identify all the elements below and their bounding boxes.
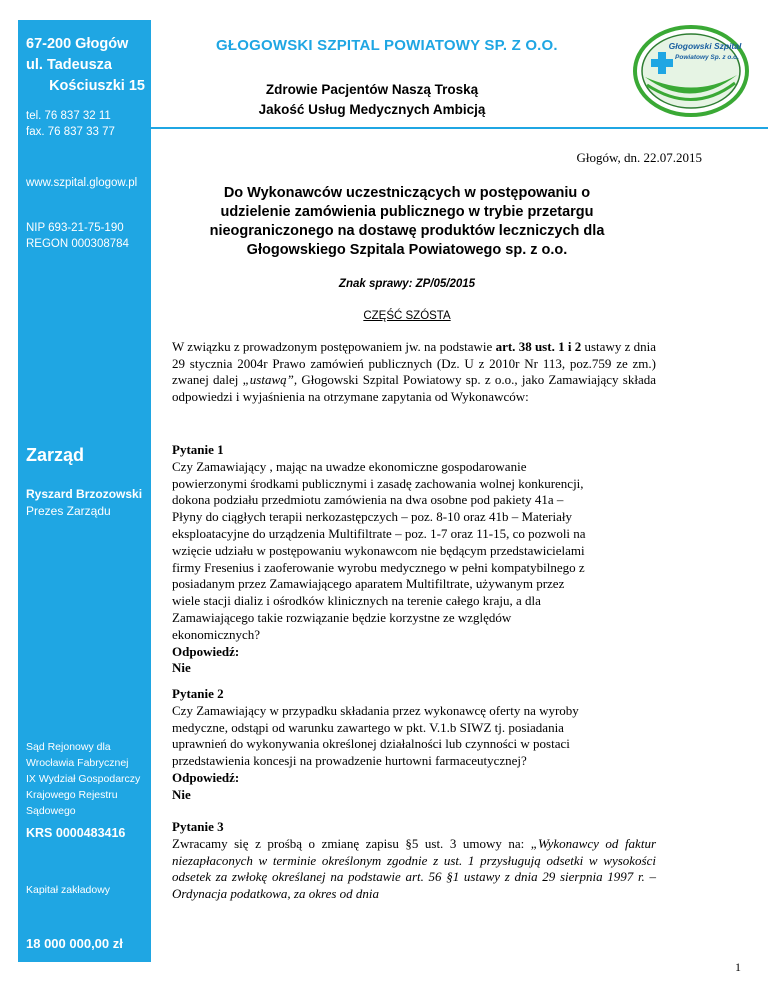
address-line: 67-200 Głogów xyxy=(26,36,129,52)
question-line: Zamawiającego takie rozwiązanie będzie korzystne ze względów xyxy=(172,609,512,625)
capital-value: 18 000 000,00 zł xyxy=(26,936,123,951)
question-line: medyczne, odstąpi od warunku zawartego w pkt. V.1.b SIWZ tj. posiadania xyxy=(172,719,564,735)
title-line: udzielenie zamówienia publicznego w trybie przetargu xyxy=(220,204,594,220)
board-role: Prezes Zarządu xyxy=(26,504,111,518)
address xyxy=(26,34,151,97)
question-line: powierzonymi środkami publicznymi i zasadę zachowania wolnej konkurencji, xyxy=(172,475,584,491)
board-member xyxy=(26,486,142,520)
logo-text-line1: Głogowski Szpital xyxy=(668,41,742,51)
question-heading: Pytanie 3 xyxy=(172,819,224,834)
question-line: dokona podziału przedmiotu zamówienia na dwa osobne pod pakiety 41a – xyxy=(172,492,564,508)
company-name: GŁOGOWSKI SZPITAL POWIATOWY SP. Z O.O. xyxy=(216,37,558,54)
question-heading: Pytanie 1 xyxy=(172,442,224,457)
case-reference: Znak sprawy: ZP/05/2015 xyxy=(338,278,476,290)
question-2 xyxy=(172,686,656,804)
answer-text: Nie xyxy=(172,660,191,676)
capital-label: Kapitał zakładowy xyxy=(26,884,111,896)
contact xyxy=(26,108,115,140)
header-divider xyxy=(151,127,768,129)
question-line: ekonomicznych? xyxy=(172,626,261,642)
question-line: wzięcie udziału w postępowaniu wykonawcom nie będącym przedstawicielami xyxy=(172,542,585,558)
court-line: Krajowego Rejestru xyxy=(26,789,118,801)
tax-ids xyxy=(26,220,129,252)
answer-label: Odpowiedź: xyxy=(172,643,240,659)
intro-paragraph: W związku z prowadzonym postępowaniem jw. na podstawie art. 38 ust. 1 i 2 ustawy z dnia 29 stycznia 2004r Prawo zamówień publicznych (Dz. U z 2010r Nr 113, poz.759 ze zm.) zwanej dalej „ustawą”, Głogowski Szpital Powiatowy sp. z o.o., jako Zamawiający składa odpowiedzi i wyjaśnienia na otrzymane zapytania od Wykonawców: xyxy=(172,339,657,404)
question-1 xyxy=(172,442,656,677)
part-label: CZĘŚĆ SZÓSTA xyxy=(363,310,451,322)
question-line: Płyny do ciągłych terapii nerkozastępczych – poz. 8-10 oraz 41b – Materiały xyxy=(172,509,572,525)
document-title xyxy=(166,184,648,260)
question-3 xyxy=(172,819,656,903)
board-heading: Zarząd xyxy=(26,445,85,465)
question-text: Zwracamy się z prośbą o zmianę zapisu §5 ust. 3 umowy na: „Wykonawcy od faktur niezapłaconych w terminie określonym zgodnie z ust. 1 przysługują odsetki w wysokości odsetek za zwłokę określanej na podstawie art. 56 §1 ustawy z dnia 29 sierpnia 1997 r. – Ordynacja podatkowa, za okres od dnia xyxy=(172,835,656,902)
website: www.szpital.glogow.pl xyxy=(26,177,138,189)
phone: tel. 76 837 32 11 xyxy=(26,110,111,122)
question-line: przedstawienia koncesji na prowadzenie hurtowni farmaceutycznej? xyxy=(172,753,527,769)
court-line: Sąd Rejonowy dla xyxy=(26,741,111,753)
regon: REGON 000308784 xyxy=(26,238,129,250)
question-line: uprawnień do wykonywania określonej działalności lub czynności w postaci xyxy=(172,736,570,752)
page-number: 1 xyxy=(735,960,741,974)
question-heading: Pytanie 2 xyxy=(172,686,224,701)
title-line: Do Wykonawców uczestniczących w postępowaniu o xyxy=(223,185,591,201)
answer-label: Odpowiedź: xyxy=(172,769,240,785)
fax: fax. 76 837 33 77 xyxy=(26,126,115,138)
sidebar xyxy=(18,20,151,962)
title-line: nieograniczonego na dostawę produktów leczniczych dla xyxy=(209,223,605,239)
motto-line: Jakość Usług Medycznych Ambicją xyxy=(258,102,486,117)
address-line: Kościuszki 15 xyxy=(49,78,145,94)
document-date: Głogów, dn. 22.07.2015 xyxy=(576,150,702,165)
question-line: eksploatacyjne do urządzenia Multifiltrate – poz. 1-7 oraz 11-15, co pozwoli na xyxy=(172,525,586,541)
question-line: Czy Zamawiający , mając na uwadze ekonomiczne gospodarowanie xyxy=(172,458,527,474)
answer-text: Nie xyxy=(172,786,191,802)
court-register xyxy=(26,739,140,819)
logo-text-line2: Powiatowy Sp. z o.o. xyxy=(675,54,739,61)
nip: NIP 693-21-75-190 xyxy=(26,222,124,234)
question-line: Czy Zamawiający w przypadku składania przez wykonawcę oferty na wyroby xyxy=(172,702,579,718)
court-line: Wrocławia Fabrycznej xyxy=(26,757,129,769)
question-line: firmy Fresenius i zaoferowanie wyrobu medycznego w pełni kompatybilnego z xyxy=(172,559,585,575)
question-line: posiadanym przez Zamawiającego aparatem Multifiltrate, używanym przez xyxy=(172,576,565,592)
motto-line: Zdrowie Pacjentów Naszą Troską xyxy=(265,82,479,97)
address-line: ul. Tadeusza xyxy=(26,57,112,73)
question-line: wiele stacji dializ i ośrodków klinicznych na terenie całego kraju, a dla xyxy=(172,593,541,609)
court-line: Sądowego xyxy=(26,805,76,817)
krs-number: KRS 0000483416 xyxy=(26,826,126,840)
hospital-logo xyxy=(633,25,749,117)
court-line: IX Wydział Gospodarczy xyxy=(26,773,141,785)
board-name: Ryszard Brzozowski xyxy=(26,487,143,501)
motto xyxy=(222,80,522,120)
title-line: Głogowskiego Szpitala Powiatowego sp. z o.o. xyxy=(246,242,568,258)
